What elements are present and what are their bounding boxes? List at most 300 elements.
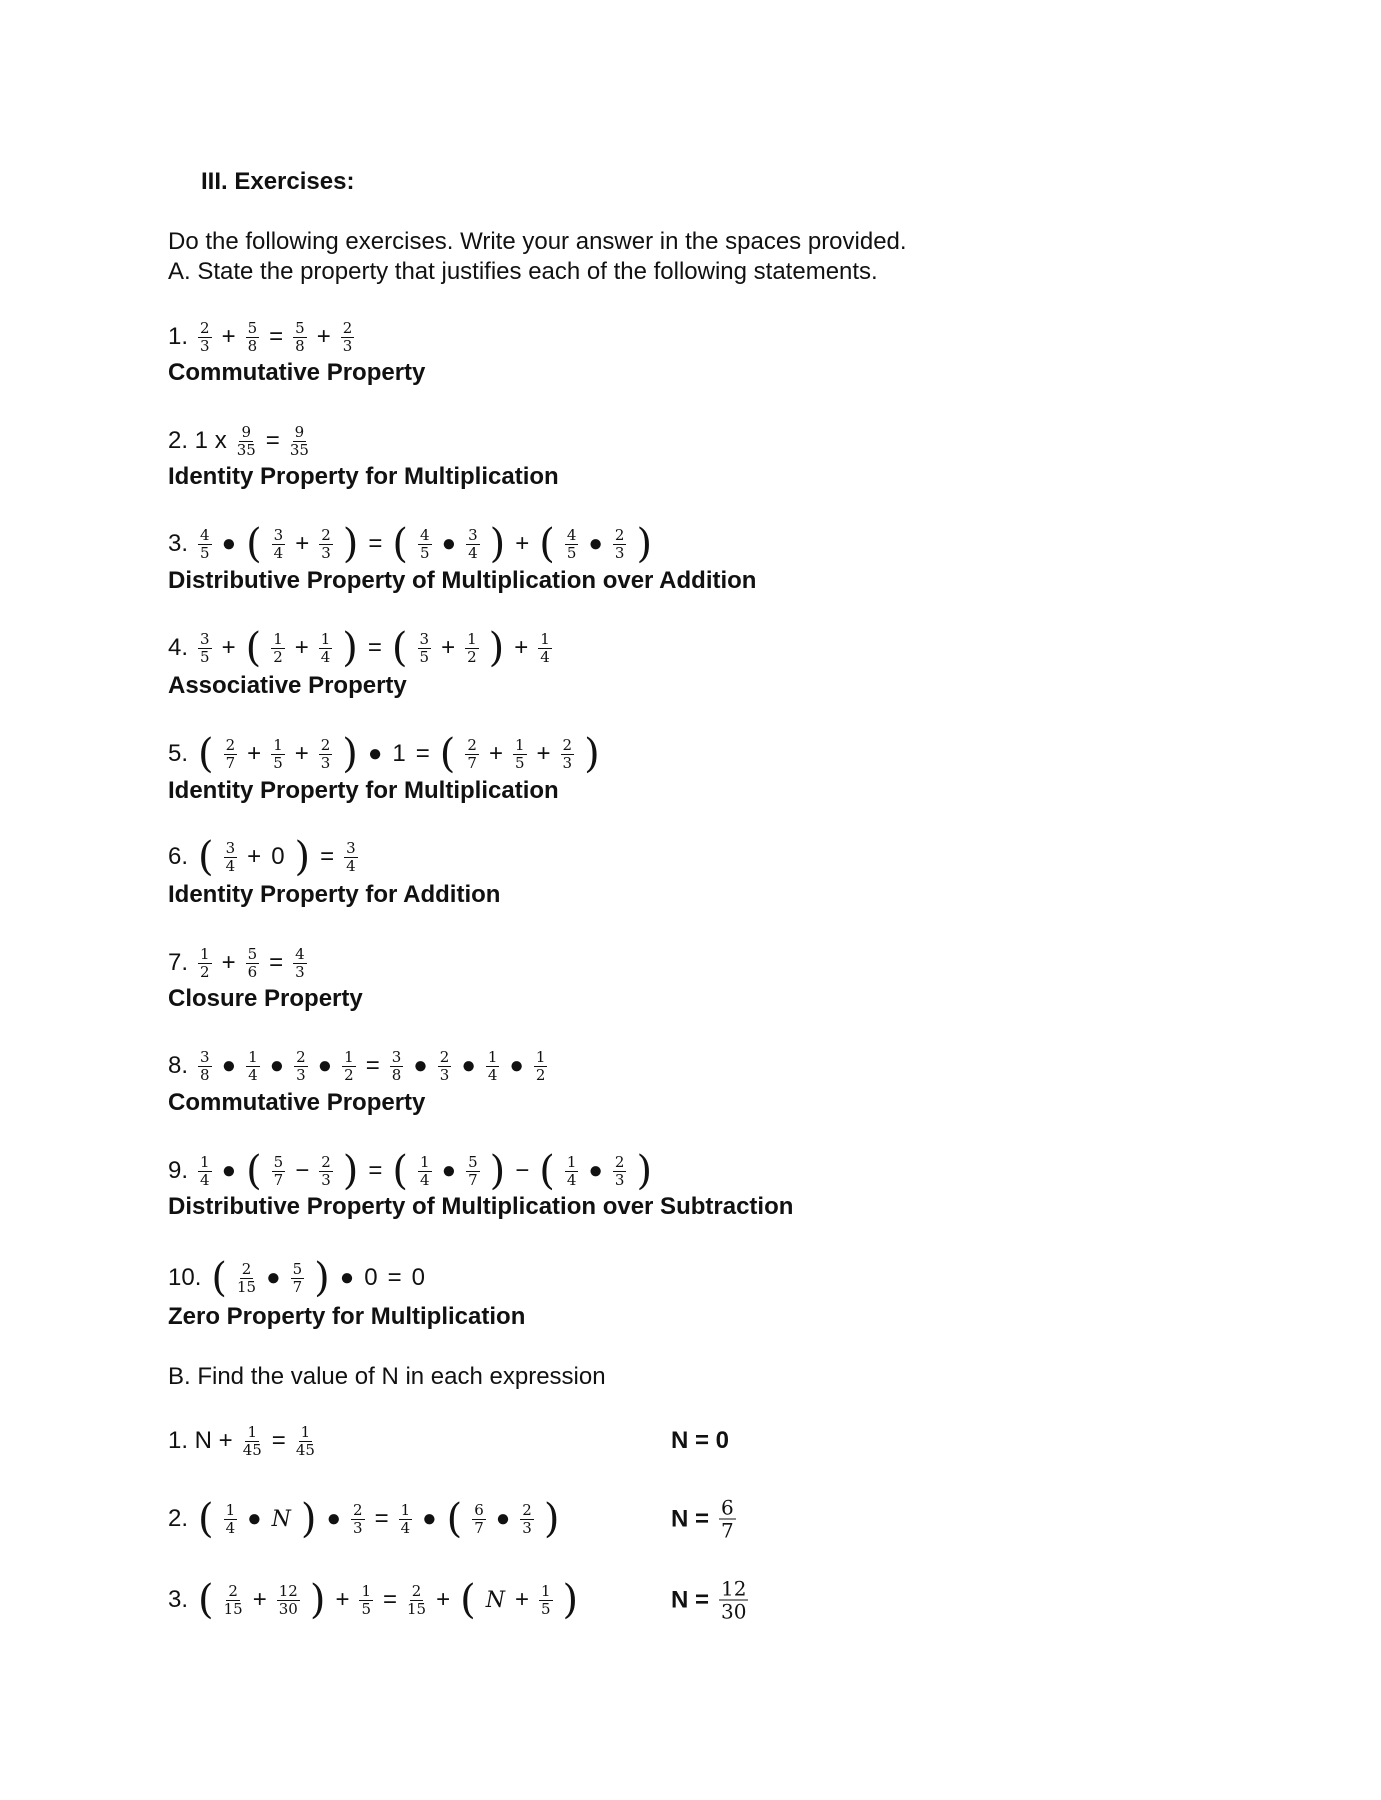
operator: + bbox=[335, 1586, 350, 1613]
operator: − bbox=[515, 1157, 530, 1184]
numerator: 3 bbox=[200, 1048, 210, 1066]
denominator: 4 bbox=[468, 543, 478, 562]
exercise-answer: Identity Property for Multiplication bbox=[168, 463, 559, 490]
fraction bbox=[246, 1049, 260, 1083]
denominator: 7 bbox=[468, 1170, 478, 1189]
denominator: 3 bbox=[522, 1518, 532, 1537]
denominator: 6 bbox=[247, 962, 258, 981]
right-paren: ) bbox=[488, 625, 505, 671]
denominator: 4 bbox=[400, 1518, 411, 1537]
denominator: 4 bbox=[346, 856, 356, 875]
numerator: 1 bbox=[540, 630, 550, 648]
fraction bbox=[438, 1049, 452, 1083]
fraction bbox=[198, 527, 212, 561]
denominator: 3 bbox=[342, 336, 353, 355]
denominator: 45 bbox=[295, 1440, 315, 1459]
fraction bbox=[319, 1154, 333, 1188]
exercise-number: 3. bbox=[168, 1586, 189, 1613]
numerator: 4 bbox=[295, 945, 305, 963]
denominator: 5 bbox=[541, 1599, 551, 1618]
denominator: 5 bbox=[361, 1599, 371, 1618]
exercise-equation bbox=[168, 625, 552, 671]
exercise-number: 1. N + bbox=[168, 1427, 233, 1454]
fraction bbox=[198, 1154, 212, 1188]
fraction bbox=[291, 1261, 305, 1295]
left-paren: ( bbox=[198, 1496, 214, 1542]
right-paren: ) bbox=[636, 1148, 653, 1194]
numerator: 1 bbox=[487, 1048, 498, 1066]
exercise-answer: Commutative Property bbox=[168, 1089, 426, 1116]
find-n-equation bbox=[168, 1577, 579, 1623]
dot-operator: ● bbox=[509, 1052, 524, 1079]
fraction bbox=[565, 527, 579, 561]
operator: + bbox=[247, 740, 262, 767]
denominator: 5 bbox=[200, 543, 210, 562]
left-paren: ( bbox=[446, 1496, 463, 1542]
section-title: III. Exercises: bbox=[201, 168, 355, 195]
numerator: 1 bbox=[273, 630, 283, 648]
numerator: 1 bbox=[420, 1153, 430, 1171]
fraction bbox=[472, 1502, 486, 1536]
n-answer-label: N = bbox=[671, 1505, 710, 1532]
dot-operator: ● bbox=[413, 1052, 428, 1079]
right-paren: ) bbox=[543, 1496, 560, 1542]
left-paren: ( bbox=[392, 521, 409, 567]
fraction bbox=[561, 737, 575, 771]
numerator: 6 bbox=[474, 1501, 484, 1519]
numerator: 2 bbox=[296, 1048, 306, 1066]
exercise-answer: Zero Property for Multiplication bbox=[168, 1303, 526, 1330]
exercise-equation bbox=[168, 731, 600, 777]
fraction bbox=[319, 527, 333, 561]
denominator: 3 bbox=[439, 1065, 450, 1084]
exercise-equation bbox=[168, 320, 354, 354]
denominator: 2 bbox=[344, 1065, 354, 1084]
fraction bbox=[198, 946, 212, 980]
dot-operator: ● bbox=[461, 1052, 476, 1079]
numerator: 9 bbox=[241, 423, 252, 441]
numerator: 2 bbox=[342, 319, 353, 337]
numerator: 1 bbox=[273, 736, 283, 754]
denominator: 4 bbox=[487, 1065, 498, 1084]
fraction bbox=[271, 737, 285, 771]
right-paren: ) bbox=[294, 834, 311, 880]
exercise-number: 2. bbox=[168, 1505, 189, 1532]
exercise-number: 6. bbox=[168, 843, 189, 870]
denominator: 7 bbox=[273, 1170, 284, 1189]
denominator: 7 bbox=[225, 753, 236, 772]
dot-operator: ● bbox=[221, 530, 237, 557]
denominator: 15 bbox=[223, 1599, 243, 1618]
numerator: 2 bbox=[241, 1260, 252, 1278]
fraction bbox=[351, 1502, 365, 1536]
left-paren: ( bbox=[198, 1577, 214, 1623]
exercise-number: 9. bbox=[168, 1157, 189, 1184]
n-answer-label: N = 0 bbox=[671, 1427, 730, 1454]
fraction bbox=[293, 320, 307, 354]
left-paren: ( bbox=[245, 625, 262, 671]
numerator: 1 bbox=[320, 630, 331, 648]
dot-operator: ● bbox=[422, 1505, 437, 1532]
operator: + bbox=[515, 530, 530, 557]
exercise-equation bbox=[168, 521, 653, 567]
denominator: 7 bbox=[721, 1518, 734, 1543]
dot-operator: ● bbox=[326, 1505, 342, 1532]
variable-n: N bbox=[271, 1506, 291, 1532]
right-paren: ) bbox=[636, 521, 653, 567]
numerator: 3 bbox=[346, 839, 356, 857]
exercise-equation bbox=[168, 1255, 425, 1301]
denominator: 4 bbox=[225, 1518, 236, 1537]
operator: + bbox=[295, 530, 310, 557]
denominator: 3 bbox=[353, 1518, 363, 1537]
denominator: 8 bbox=[200, 1065, 210, 1084]
dot-operator: ● bbox=[495, 1505, 511, 1532]
denominator: 3 bbox=[320, 753, 331, 772]
fraction bbox=[465, 631, 479, 665]
exercise-number: 10. bbox=[168, 1264, 202, 1291]
numerator: 12 bbox=[721, 1576, 747, 1601]
denominator: 35 bbox=[236, 440, 256, 459]
fraction bbox=[224, 1583, 243, 1617]
fraction bbox=[344, 840, 358, 874]
fraction bbox=[224, 840, 238, 874]
denominator: 3 bbox=[200, 336, 210, 355]
numerator: 5 bbox=[295, 319, 305, 337]
denominator: 35 bbox=[289, 440, 309, 459]
operator: = bbox=[365, 1052, 380, 1079]
operator: + bbox=[247, 843, 262, 870]
fraction bbox=[290, 424, 309, 458]
fraction bbox=[390, 1049, 404, 1083]
exercise-equation bbox=[168, 946, 307, 980]
dot-operator: ● bbox=[441, 530, 457, 557]
denominator: 15 bbox=[236, 1277, 257, 1296]
operator: + bbox=[536, 740, 551, 767]
denominator: 7 bbox=[474, 1518, 484, 1537]
exercise-answer: Distributive Property of Multiplication over Addition bbox=[168, 567, 757, 594]
numerator: 1 bbox=[200, 945, 210, 963]
numerator: 1 bbox=[514, 736, 525, 754]
fraction bbox=[399, 1502, 413, 1536]
fraction bbox=[565, 1154, 579, 1188]
denominator: 5 bbox=[200, 647, 210, 666]
operator: − bbox=[295, 1157, 310, 1184]
denominator: 7 bbox=[292, 1277, 303, 1296]
find-n-equation bbox=[168, 1424, 315, 1458]
fraction bbox=[466, 527, 480, 561]
numerator: 3 bbox=[225, 839, 236, 857]
operator: + bbox=[514, 1586, 529, 1613]
numerator: 1 bbox=[248, 1048, 258, 1066]
fraction bbox=[237, 1261, 256, 1295]
fraction bbox=[198, 1049, 212, 1083]
numerator: 2 bbox=[353, 1501, 363, 1519]
numerator: 1 bbox=[400, 1501, 411, 1519]
instruction-line: A. State the property that justifies each of the following statements. bbox=[168, 258, 878, 285]
exercise-number: 5. bbox=[168, 740, 189, 767]
operator: = bbox=[367, 634, 382, 661]
operator: + bbox=[514, 634, 529, 661]
numerator: 12 bbox=[278, 1582, 298, 1600]
operator: = bbox=[320, 843, 335, 870]
n-answer bbox=[671, 1427, 729, 1455]
dot-operator: ● bbox=[588, 1157, 603, 1184]
exercise-answer: Closure Property bbox=[168, 985, 363, 1012]
numerator: 6 bbox=[721, 1495, 734, 1520]
numerator: 3 bbox=[200, 630, 210, 648]
instruction-line: Do the following exercises. Write your answer in the spaces provided. bbox=[168, 228, 907, 255]
fraction bbox=[418, 1154, 432, 1188]
numerator: 1 bbox=[300, 1423, 311, 1441]
exercise-answer: Distributive Property of Multiplication over Subtraction bbox=[168, 1193, 794, 1220]
exercise-answer: Identity Property for Addition bbox=[168, 881, 501, 908]
fraction bbox=[418, 631, 432, 665]
right-paren: ) bbox=[342, 731, 358, 777]
right-paren: ) bbox=[300, 1496, 317, 1542]
fraction bbox=[224, 1502, 238, 1536]
fraction bbox=[719, 1578, 748, 1623]
left-paren: ( bbox=[539, 521, 555, 567]
exercise-answer: Associative Property bbox=[168, 672, 407, 699]
exercise-answer: Identity Property for Multiplication bbox=[168, 777, 559, 804]
numerator: 2 bbox=[411, 1582, 422, 1600]
denominator: 3 bbox=[562, 753, 573, 772]
operator: = bbox=[383, 1586, 398, 1613]
denominator: 8 bbox=[391, 1065, 402, 1084]
fraction bbox=[613, 1154, 627, 1188]
left-paren: ( bbox=[392, 1148, 409, 1194]
numerator: 5 bbox=[273, 1153, 284, 1171]
denominator: 3 bbox=[614, 543, 625, 562]
operator: = bbox=[368, 530, 383, 557]
operator: + bbox=[488, 740, 503, 767]
fraction bbox=[613, 527, 627, 561]
fraction bbox=[342, 1049, 356, 1083]
denominator: 4 bbox=[225, 856, 236, 875]
fraction bbox=[293, 946, 307, 980]
fraction bbox=[359, 1583, 373, 1617]
fraction bbox=[418, 527, 432, 561]
fraction bbox=[237, 424, 256, 458]
dot-operator: ● bbox=[221, 1157, 237, 1184]
denominator: 15 bbox=[407, 1599, 427, 1618]
fraction bbox=[407, 1583, 426, 1617]
numerator: 4 bbox=[420, 526, 430, 544]
operator: + bbox=[221, 323, 236, 350]
exercise-equation bbox=[168, 1148, 653, 1194]
left-paren: ( bbox=[460, 1577, 476, 1623]
fraction bbox=[486, 1049, 500, 1083]
exercise-number: 8. bbox=[168, 1052, 189, 1079]
numerator: 4 bbox=[200, 526, 210, 544]
fraction bbox=[294, 1049, 308, 1083]
numerator: 5 bbox=[468, 1153, 478, 1171]
fraction bbox=[271, 631, 285, 665]
fraction bbox=[341, 320, 355, 354]
denominator: 2 bbox=[200, 962, 210, 981]
exercise-equation bbox=[168, 834, 358, 880]
denominator: 4 bbox=[200, 1170, 210, 1189]
operator: + bbox=[436, 1586, 451, 1613]
fraction bbox=[246, 320, 260, 354]
fraction bbox=[246, 946, 260, 980]
dot-operator: ● bbox=[441, 1157, 457, 1184]
dot-operator: ● bbox=[367, 740, 383, 767]
denominator: 30 bbox=[721, 1599, 747, 1624]
denominator: 30 bbox=[278, 1599, 298, 1618]
fraction bbox=[466, 1154, 480, 1188]
exercise-number: 4. bbox=[168, 634, 189, 661]
denominator: 4 bbox=[320, 647, 331, 666]
operator: = bbox=[271, 1427, 286, 1454]
right-paren: ) bbox=[562, 1577, 579, 1623]
numerator: 2 bbox=[522, 1501, 532, 1519]
fraction bbox=[224, 737, 238, 771]
denominator: 5 bbox=[566, 543, 577, 562]
find-n-equation bbox=[168, 1496, 560, 1542]
dot-operator: ● bbox=[588, 530, 603, 557]
right-paren: ) bbox=[342, 625, 358, 671]
numerator: 5 bbox=[247, 319, 258, 337]
fraction bbox=[319, 631, 333, 665]
denominator: 5 bbox=[420, 543, 430, 562]
numerator: 2 bbox=[562, 736, 573, 754]
right-paren: ) bbox=[342, 521, 359, 567]
operator: = bbox=[387, 1264, 402, 1291]
fraction bbox=[465, 737, 479, 771]
exercise-answer: Commutative Property bbox=[168, 359, 426, 386]
right-paren: ) bbox=[314, 1255, 330, 1301]
left-paren: ( bbox=[439, 731, 456, 777]
dot-operator: ● bbox=[247, 1505, 262, 1532]
denominator: 3 bbox=[295, 962, 305, 981]
numerator: 2 bbox=[321, 526, 331, 544]
right-paren: ) bbox=[342, 1148, 359, 1194]
operator: + bbox=[221, 949, 236, 976]
operator: 0 bbox=[364, 1264, 378, 1291]
exercise-number: 7. bbox=[168, 949, 189, 976]
right-paren: ) bbox=[309, 1577, 326, 1623]
numerator: 3 bbox=[468, 526, 478, 544]
numerator: 3 bbox=[273, 526, 284, 544]
numerator: 1 bbox=[344, 1048, 354, 1066]
operator: + bbox=[221, 634, 236, 661]
fraction bbox=[319, 737, 333, 771]
operator: = bbox=[368, 1157, 383, 1184]
denominator: 5 bbox=[514, 753, 525, 772]
operator: 0 bbox=[271, 843, 285, 870]
numerator: 9 bbox=[294, 423, 305, 441]
exercise-equation bbox=[168, 424, 309, 458]
exercise-number: 3. bbox=[168, 530, 189, 557]
fraction bbox=[538, 631, 552, 665]
denominator: 4 bbox=[420, 1170, 430, 1189]
denominator: 5 bbox=[419, 647, 430, 666]
numerator: 1 bbox=[225, 1501, 236, 1519]
operator: = bbox=[269, 323, 284, 350]
variable-n: N bbox=[485, 1587, 505, 1613]
numerator: 2 bbox=[467, 736, 477, 754]
left-paren: ( bbox=[539, 1148, 555, 1194]
dot-operator: ● bbox=[269, 1052, 285, 1079]
operator: + bbox=[441, 634, 456, 661]
exercise-number: 1. bbox=[168, 323, 189, 350]
operator: = bbox=[374, 1505, 389, 1532]
denominator: 2 bbox=[467, 647, 477, 666]
dot-operator: ● bbox=[317, 1052, 333, 1079]
denominator: 3 bbox=[321, 1170, 331, 1189]
left-paren: ( bbox=[198, 834, 214, 880]
fraction bbox=[520, 1502, 534, 1536]
n-answer-label: N = bbox=[671, 1586, 710, 1613]
left-paren: ( bbox=[246, 1148, 262, 1194]
denominator: 3 bbox=[321, 543, 331, 562]
operator: 0 bbox=[411, 1264, 425, 1291]
fraction bbox=[198, 631, 212, 665]
left-paren: ( bbox=[246, 521, 262, 567]
numerator: 2 bbox=[225, 736, 236, 754]
numerator: 2 bbox=[320, 736, 331, 754]
numerator: 3 bbox=[419, 630, 430, 648]
operator: = bbox=[415, 740, 430, 767]
fraction bbox=[534, 1049, 548, 1083]
numerator: 2 bbox=[614, 1153, 625, 1171]
numerator: 1 bbox=[566, 1153, 577, 1171]
operator: = bbox=[265, 427, 280, 454]
denominator: 2 bbox=[535, 1065, 546, 1084]
denominator: 2 bbox=[273, 647, 283, 666]
fraction bbox=[277, 1583, 300, 1617]
denominator: 4 bbox=[540, 647, 550, 666]
dot-operator: ● bbox=[266, 1264, 281, 1291]
denominator: 8 bbox=[295, 336, 305, 355]
denominator: 45 bbox=[242, 1440, 262, 1459]
numerator: 1 bbox=[541, 1582, 551, 1600]
denominator: 4 bbox=[273, 543, 284, 562]
denominator: 5 bbox=[273, 753, 283, 772]
dot-operator: ● bbox=[339, 1264, 355, 1291]
denominator: 3 bbox=[614, 1170, 625, 1189]
operator: + bbox=[294, 740, 309, 767]
fraction bbox=[719, 1497, 736, 1542]
fraction bbox=[539, 1583, 553, 1617]
fraction bbox=[243, 1424, 262, 1458]
left-paren: ( bbox=[391, 625, 408, 671]
numerator: 3 bbox=[391, 1048, 402, 1066]
numerator: 1 bbox=[361, 1582, 371, 1600]
numerator: 1 bbox=[535, 1048, 546, 1066]
exercise-number: 2. 1 x bbox=[168, 427, 227, 454]
exercise-equation bbox=[168, 1049, 547, 1083]
numerator: 5 bbox=[247, 945, 258, 963]
n-answer bbox=[671, 1578, 748, 1623]
dot-operator: ● bbox=[221, 1052, 237, 1079]
numerator: 1 bbox=[200, 1153, 210, 1171]
fraction bbox=[296, 1424, 315, 1458]
denominator: 8 bbox=[247, 336, 258, 355]
numerator: 2 bbox=[439, 1048, 450, 1066]
numerator: 5 bbox=[292, 1260, 303, 1278]
numerator: 4 bbox=[566, 526, 577, 544]
fraction bbox=[513, 737, 527, 771]
numerator: 2 bbox=[228, 1582, 238, 1600]
n-answer bbox=[671, 1497, 736, 1542]
denominator: 3 bbox=[296, 1065, 306, 1084]
operator: 1 bbox=[392, 740, 406, 767]
operator: + bbox=[294, 634, 309, 661]
denominator: 7 bbox=[467, 753, 477, 772]
